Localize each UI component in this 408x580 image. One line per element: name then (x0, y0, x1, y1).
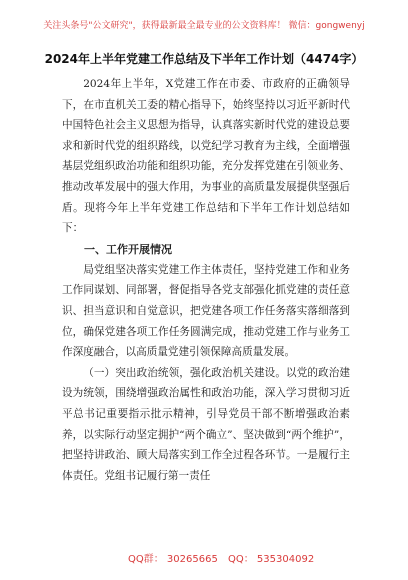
section-paragraph-1: 局党组坚决落实党建工作主体责任，坚持党建工作和业务工作同谋划、同部署，督促指导各党支部强化抓党建的责任意识、担当意识和自觉意识，把党建各项工作任务落实落细落到位，确保党建各项工作任务圆满完成，推动党建工作与业务工作深度融合，以高质量党建引领保障高质量发展。 (62, 263, 350, 359)
section-paragraph-2: （一）突出政治统领，强化政治机关建设。以党的政治建设为统领，围绕增强政治属性和政治功能，深入学习贯彻习近平总书记重要指示批示精神，引导党员干部不断增强政治素养，以实际行动坚定拥护“两个确立”、坚决做到“两个维护”，把坚持讲政治、顾大局落实到工作全过程各环节。一是履行主体责任。党组书记履行第一责任 (62, 366, 350, 482)
footer-qq-group: QQ群： 30265665 (128, 554, 218, 565)
footer-qq: QQ： 535304092 (228, 554, 315, 565)
intro-paragraph: 2024年上半年，X党建工作在市委、市政府的正确领导下，在市直机关工委的精心指导下，始终坚持以习近平新时代中国特色社会主义思想为指导，认真落实新时代党的建设总要求和新时代党的组织路线，以党纪学习教育为主线，全面增强基层党组织政治功能和组织功能，充分发挥党建在引领业务、推动改革发展中的强大作用，为事业的高质量发展提供坚强后盾。现将今年上半年党建工作总结和下半年工作计划总结如下： (62, 78, 350, 235)
section-heading: 一、工作开展情况 (84, 242, 172, 256)
document-title: 2024年上半年党建工作总结及下半年工作计划（4474字） (44, 52, 364, 66)
header-banner: 关注头条号"公文研究"，获得最新最全最专业的公文资料库！ 微信：gongwenyj (43, 21, 365, 31)
document-body (62, 74, 350, 486)
